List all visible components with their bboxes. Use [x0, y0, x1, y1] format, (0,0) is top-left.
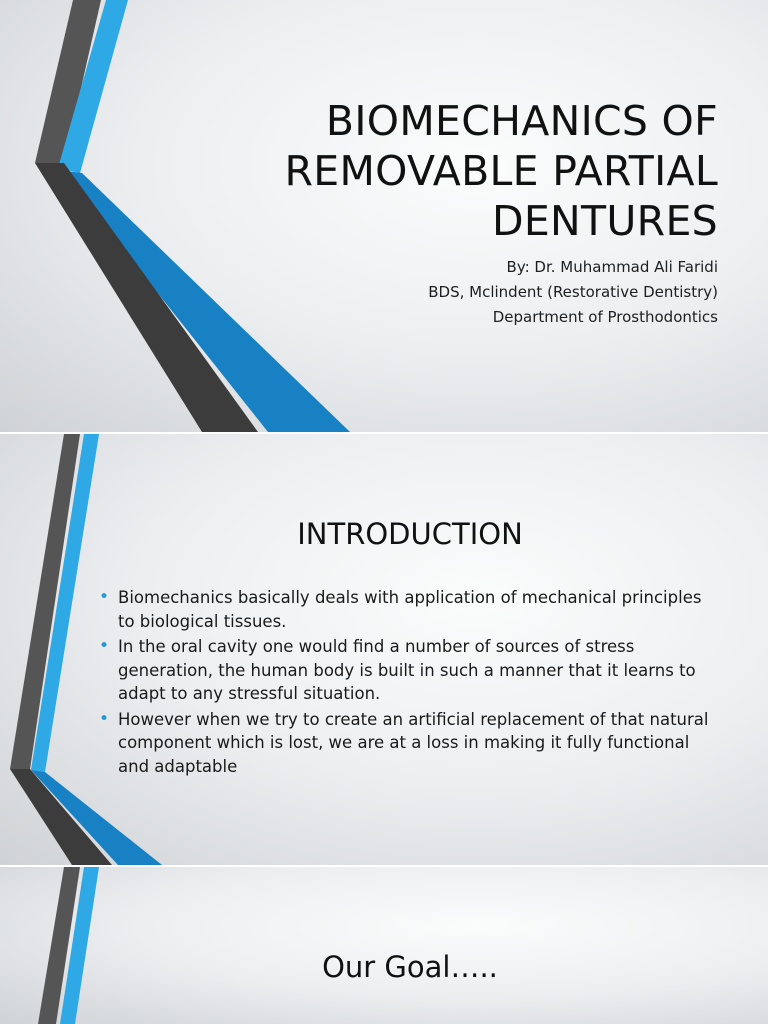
author-credentials: BDS, Mclindent (Restorative Dentistry)	[428, 283, 718, 301]
bullet-list	[99, 586, 719, 780]
bullet-icon: •	[99, 636, 110, 656]
bullet-icon: •	[99, 587, 110, 607]
slide-introduction	[0, 434, 768, 865]
author-byline	[218, 255, 718, 330]
bullet-icon: •	[99, 708, 110, 729]
presentation-title: BIOMECHANICS OF REMOVABLE PARTIAL DENTURES	[284, 97, 718, 245]
author-name: By: Dr. Muhammad Ali Faridi	[506, 258, 718, 276]
slide-goal	[0, 867, 768, 1024]
list-item: • In the oral cavity one would find a number of sources of stress generation, the human body is built in such a manner that it learns to adapt to any stressful situation.	[99, 636, 696, 703]
list-item: • However when we try to create an artificial replacement of that natural component which is lost, we are at a loss in making it fully functional and adaptable	[99, 708, 709, 776]
list-item: • Biomechanics basically deals with application of mechanical principles to biological tissues.	[99, 587, 702, 631]
decorative-stripes	[0, 867, 768, 1024]
author-department: Department of Prosthodontics	[492, 308, 718, 326]
slide-heading: INTRODUCTION	[297, 517, 523, 551]
slide-heading: Our Goal…..	[322, 950, 498, 984]
slide-title	[0, 0, 768, 432]
